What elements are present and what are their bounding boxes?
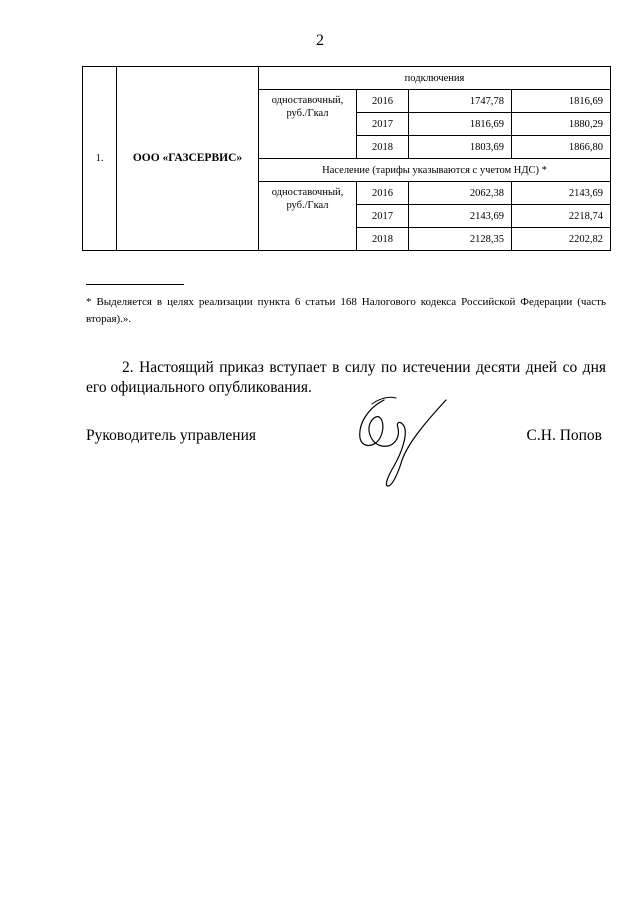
year-cell: 2018 [357, 136, 409, 159]
year-cell: 2018 [357, 228, 409, 251]
value-cell: 1747,78 [409, 90, 512, 113]
value-cell: 1816,69 [409, 113, 512, 136]
value-cell: 2062,38 [409, 182, 512, 205]
value-cell: 1866,80 [512, 136, 611, 159]
page-number: 2 [316, 32, 324, 49]
value-cell: 2218,74 [512, 205, 611, 228]
tariff-type-cell: одноставочный, руб./Гкал [259, 182, 357, 251]
value-cell: 2143,69 [512, 182, 611, 205]
section-header: Население (тарифы указываются с учетом НДС) * [259, 159, 611, 182]
effective-date-paragraph: 2. Настоящий приказ вступает в силу по истечении десяти дней со дня его официального опубликования. [86, 359, 606, 396]
signatory-title: Руководитель управления [86, 427, 257, 444]
year-cell: 2016 [357, 182, 409, 205]
value-cell: 1803,69 [409, 136, 512, 159]
row-number-cell: 1. [83, 67, 117, 251]
value-cell: 2143,69 [409, 205, 512, 228]
tariff-type-cell: одноставочный, руб./Гкал [259, 90, 357, 159]
footnote-divider [86, 284, 184, 285]
tariff-table [82, 66, 611, 251]
footnote-text: * Выделяется в целях реализации пункта 6 статьи 168 Налогового кодекса Российской Федерации (часть вторая).». [86, 296, 606, 325]
signatory-name: С.Н. Попов [526, 427, 602, 444]
value-cell: 1816,69 [512, 90, 611, 113]
organization-cell: ООО «ГАЗСЕРВИС» [117, 67, 259, 251]
value-cell: 2128,35 [409, 228, 512, 251]
table-row [83, 67, 611, 90]
signature-image [346, 394, 456, 494]
value-cell: 1880,29 [512, 113, 611, 136]
year-cell: 2017 [357, 205, 409, 228]
section-header: подключения [259, 67, 611, 90]
year-cell: 2016 [357, 90, 409, 113]
year-cell: 2017 [357, 113, 409, 136]
value-cell: 2202,82 [512, 228, 611, 251]
